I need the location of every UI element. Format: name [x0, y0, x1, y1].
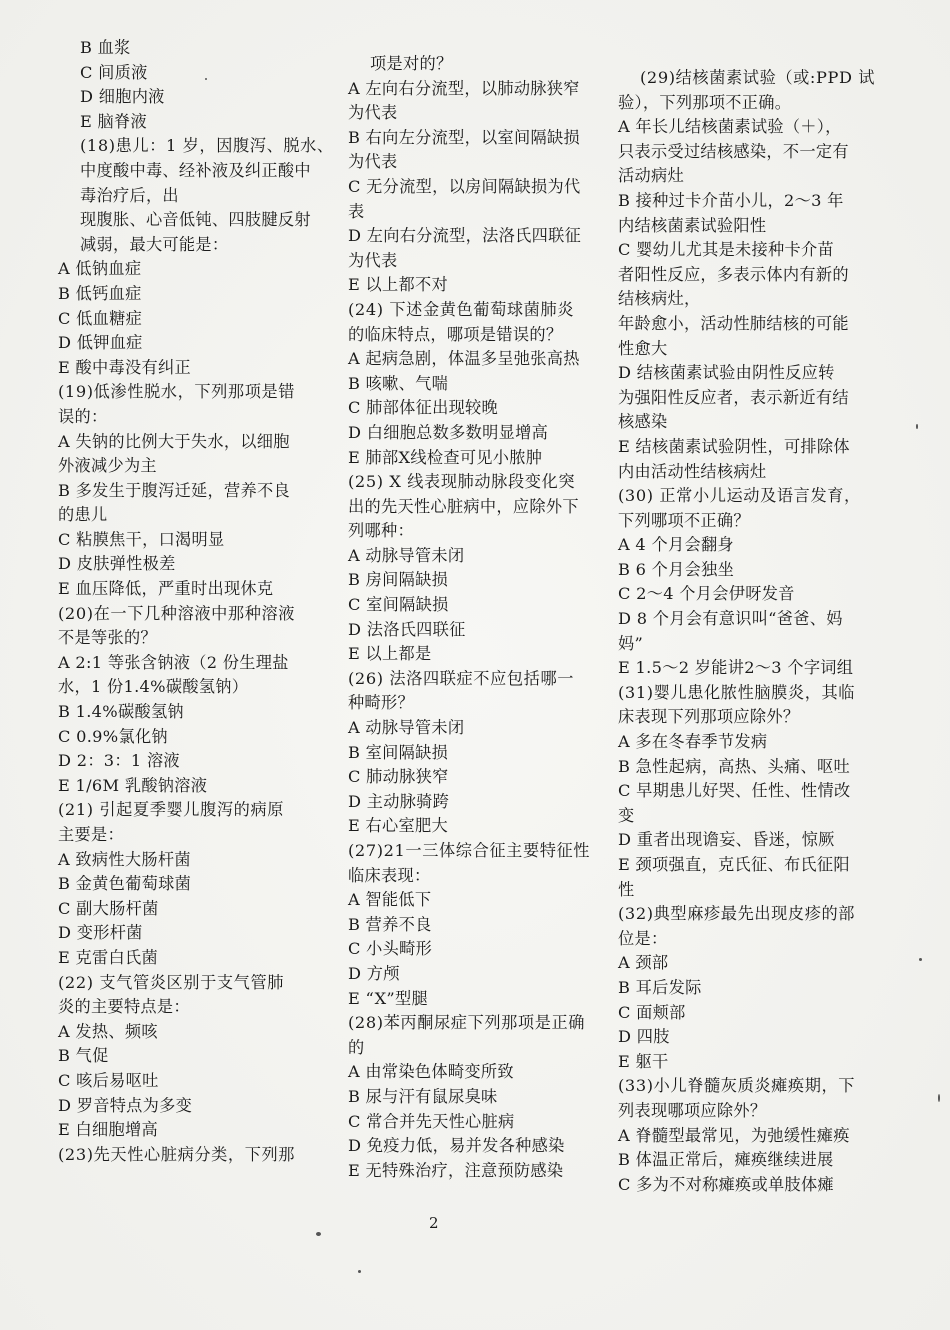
scan-speck — [916, 424, 918, 429]
text-line: 列表现哪项应除外？ — [618, 1100, 767, 1120]
text-line: E 以上都不对 — [348, 275, 448, 295]
text-line: (33)小儿脊髓灰质炎瘫痪期，下 — [618, 1076, 856, 1096]
text-line: (18)患儿：1 岁，因腹泻、脱水、 — [80, 136, 334, 156]
text-line: E 白细胞增高 — [58, 1120, 158, 1140]
text-line: C 副大肠杆菌 — [58, 898, 159, 918]
text-line: A 年长儿结核菌素试验（＋）， — [618, 117, 842, 137]
text-line: E 克雷白氏菌 — [58, 947, 158, 967]
text-line: A 动脉导管未闭 — [348, 545, 465, 565]
text-line: (31)婴儿患化脓性脑膜炎，其临 — [618, 682, 856, 702]
text-line: D 免疫力低，易并发各种感染 — [348, 1136, 565, 1156]
text-line: B 右向左分流型，以室间隔缺损 — [348, 127, 580, 147]
text-line: D 白细胞总数多数明显增高 — [348, 422, 549, 442]
text-line: C 间质液 — [80, 62, 148, 82]
text-line: D 方颅 — [348, 963, 400, 983]
text-line: D 左向右分流型，法洛氏四联征 — [348, 226, 582, 246]
text-line: E 无特殊治疗，注意预防感染 — [348, 1160, 564, 1180]
text-line: 表 — [348, 201, 365, 221]
text-line: 主要是： — [58, 825, 124, 844]
text-line: 结核病灶， — [618, 289, 701, 309]
text-line: A 智能低下 — [348, 890, 432, 910]
text-line: A 致病性大肠杆菌 — [58, 849, 191, 869]
column-middle — [348, 52, 616, 1183]
text-line: D 主动脉骑跨 — [348, 791, 450, 811]
scan-speck — [205, 78, 207, 80]
text-line: A 低钠血症 — [58, 259, 142, 279]
text-line: 的 — [348, 1037, 365, 1057]
text-line: 妈” — [618, 633, 644, 653]
text-line: A 动脉导管未闭 — [348, 718, 465, 738]
text-line: B 气促 — [58, 1046, 109, 1066]
text-line: A 由常染色体畸变所致 — [348, 1062, 514, 1082]
text-line: E 颈项强直，克氏征、布氏征阳 — [618, 855, 850, 874]
text-line: 炎的主要特点是： — [58, 997, 190, 1017]
scan-speck — [919, 958, 922, 961]
text-line: E “X”型腿 — [348, 988, 428, 1008]
text-line: A 起病急剧，体温多呈弛张高热 — [348, 349, 580, 369]
text-line: 内结核菌素试验阳性 — [618, 215, 767, 235]
text-line: C 肺动脉狭窄 — [348, 767, 449, 787]
text-line: B 营养不良 — [348, 914, 432, 934]
text-line: 位是： — [618, 928, 668, 948]
text-line: 为代表 — [348, 250, 398, 270]
text-line: A 2:1 等张含钠液（2 份生理盐 — [58, 652, 289, 672]
column-left — [58, 36, 340, 1167]
text-line: D 变形杆菌 — [58, 923, 143, 943]
text-line: C 0.9%氯化钠 — [58, 726, 168, 746]
text-line: 列哪种： — [348, 521, 414, 541]
text-line: E 以上都是 — [348, 644, 432, 664]
text-line: D 低钾血症 — [58, 333, 143, 353]
text-line: C 低血糖症 — [58, 308, 143, 328]
text-line: E 右心室肥大 — [348, 816, 448, 836]
text-line: 中度酸中毒、经补液及纠正酸中 — [80, 160, 311, 180]
text-line: 误的： — [58, 406, 108, 426]
text-line: C 面颊部 — [618, 1002, 686, 1022]
text-line: D 罗音特点为多变 — [58, 1095, 193, 1115]
text-line: 核感染 — [618, 412, 668, 432]
column-right — [618, 66, 876, 1197]
text-line: 只表示受过结核感染，不一定有 — [618, 141, 849, 161]
text-line: B 低钙血症 — [58, 283, 142, 303]
text-line: B 急性起病，高热、头痛、呕吐 — [618, 756, 850, 776]
text-line: 下列哪项不正确？ — [618, 510, 750, 530]
text-line: D 重者出现谵妄、昏迷，惊厥 — [618, 830, 835, 850]
text-line: 水，1 份1.4%碳酸氢钠） — [58, 677, 249, 697]
text-line: A 脊髓型最常见，为弛缓性瘫痪 — [618, 1125, 850, 1145]
scan-speck — [316, 1232, 321, 1236]
text-line: 临床表现： — [348, 865, 431, 885]
text-line: (29)结核菌素试验（或:PPD 试 — [640, 68, 876, 87]
text-line: A 失钠的比例大于失水，以细胞 — [58, 431, 290, 451]
text-line: 性愈大 — [618, 338, 668, 358]
text-line: C 小头畸形 — [348, 939, 433, 959]
text-line: (25) X 线表现肺动脉段变化突 — [348, 472, 576, 492]
text-line: 为代表 — [348, 152, 398, 172]
text-line: 内由活动性结核病灶 — [618, 461, 767, 481]
text-line: B 房间隔缺损 — [348, 570, 449, 590]
text-line: (20)在一下几种溶液中那种溶液 — [58, 603, 296, 623]
text-line: 出的先天性心脏病中，应除外下 — [348, 496, 579, 516]
text-line: 者阳性反应，多表示体内有新的 — [618, 264, 849, 284]
text-line: D 四肢 — [618, 1027, 670, 1047]
text-line: E 1.5～2 岁能讲2～3 个字词组 — [618, 658, 854, 678]
text-line: 减弱，最大可能是： — [80, 234, 229, 254]
text-line: (28)苯丙酮尿症下列那项是正确 — [348, 1013, 586, 1033]
text-line: C 多为不对称瘫痪或单肢体瘫 — [618, 1174, 834, 1194]
text-line: D 皮肤弹性极差 — [58, 554, 176, 574]
text-line: (32)典型麻疹最先出现皮疹的部 — [618, 904, 856, 924]
text-line: D 结核菌素试验由阴性反应转 — [618, 363, 835, 383]
text-line: (30) 正常小儿运动及语言发育， — [618, 486, 861, 506]
text-line: B 耳后发际 — [618, 977, 702, 997]
page-number: 2 — [429, 1214, 439, 1232]
text-line: A 4 个月会翻身 — [618, 535, 734, 555]
text-line: E 结核菌素试验阴性，可排除体 — [618, 436, 850, 456]
text-line: 项是对的？ — [370, 54, 453, 73]
text-line: C 无分流型，以房间隔缺损为代 — [348, 176, 581, 196]
text-line: B 尿与汗有鼠尿臭味 — [348, 1086, 498, 1106]
text-line: 毒治疗后，出 — [80, 185, 179, 205]
text-line: B 金黄色葡萄球菌 — [58, 874, 192, 894]
text-line: 验），下列那项不正确。 — [618, 92, 792, 112]
text-line: A 发热、频咳 — [58, 1021, 158, 1041]
text-line: C 咳后易呕吐 — [58, 1070, 159, 1090]
text-line: 的患儿 — [58, 505, 108, 525]
text-line: C 肺部体征出现较晚 — [348, 398, 499, 418]
text-line: 外液减少为主 — [58, 456, 157, 476]
text-line: (22) 支气管炎区别于支气管肺 — [58, 972, 285, 992]
text-line: D 2：3：1 溶液 — [58, 751, 180, 771]
text-line: C 2～4 个月会伊呀发音 — [618, 584, 795, 604]
text-line: C 常合并先天性心脏病 — [348, 1111, 515, 1131]
text-line: E 1/6M 乳酸钠溶液 — [58, 775, 208, 795]
text-line: (23)先天性心脏病分类，下列那 — [58, 1144, 296, 1164]
text-line: D 细胞内液 — [80, 87, 165, 107]
text-line: C 早期患儿好哭、任性、性情改 — [618, 781, 851, 801]
text-line: B 1.4%碳酸氢钠 — [58, 702, 184, 722]
text-line: A 颈部 — [618, 953, 669, 973]
text-line: C 婴幼儿尤其是未接种卡介苗 — [618, 240, 834, 260]
text-line: A 左向右分流型，以肺动脉狭窄 — [348, 78, 580, 98]
text-line: 种畸形？ — [348, 693, 414, 713]
text-line: D 8 个月会有意识叫“爸爸、妈 — [618, 609, 843, 629]
text-line: 为代表 — [348, 103, 398, 123]
text-line: 为强阳性反应者，表示新近有结 — [618, 387, 849, 407]
text-line: (19)低渗性脱水，下列那项是错 — [58, 382, 296, 402]
text-line: E 躯干 — [618, 1051, 669, 1071]
text-line: B 多发生于腹泻迁延，营养不良 — [58, 480, 290, 500]
text-line: 的临床特点，哪项是错误的？ — [348, 324, 563, 344]
text-line: E 肺部X线检查可见小脓肿 — [348, 447, 543, 467]
text-line: A 多在冬春季节发病 — [618, 732, 768, 752]
text-line: B 6 个月会独坐 — [618, 559, 735, 579]
text-line: 不是等张的？ — [58, 628, 157, 648]
text-line: B 咳嗽、气喘 — [348, 373, 449, 393]
text-line: 变 — [618, 805, 635, 825]
text-line: (26) 法洛四联症不应包括哪一 — [348, 668, 575, 688]
text-line: (27)21一三体综合征主要特征性 — [348, 841, 591, 860]
text-line: B 室间隔缺损 — [348, 742, 449, 762]
text-line: (24) 下述金黄色葡萄球菌肺炎 — [348, 299, 575, 319]
text-line: B 体温正常后，瘫痪继续进展 — [618, 1150, 834, 1170]
text-line: 现腹胀、心音低钝、四肢腱反射 — [80, 210, 311, 230]
text-line: (21) 引起夏季婴儿腹泻的病原 — [58, 800, 285, 820]
text-line: C 粘膜焦干，口渴明显 — [58, 529, 225, 549]
text-line: 年龄愈小，活动性肺结核的可能 — [618, 313, 849, 333]
text-line: 性 — [618, 879, 635, 899]
scan-speck — [938, 1094, 940, 1102]
text-line: 床表现下列那项应除外？ — [618, 707, 800, 727]
text-line: C 室间隔缺损 — [348, 595, 449, 615]
text-line: D 法洛氏四联征 — [348, 619, 466, 639]
text-line: E 酸中毒没有纠正 — [58, 357, 191, 377]
text-line: B 血浆 — [80, 38, 131, 57]
text-line: B 接种过卡介苗小儿，2～3 年 — [618, 190, 844, 210]
text-line: E 脑脊液 — [80, 111, 148, 131]
scan-speck — [358, 1270, 361, 1273]
text-line: 活动病灶 — [618, 166, 684, 186]
text-line: E 血压降低，严重时出现休克 — [58, 579, 274, 599]
